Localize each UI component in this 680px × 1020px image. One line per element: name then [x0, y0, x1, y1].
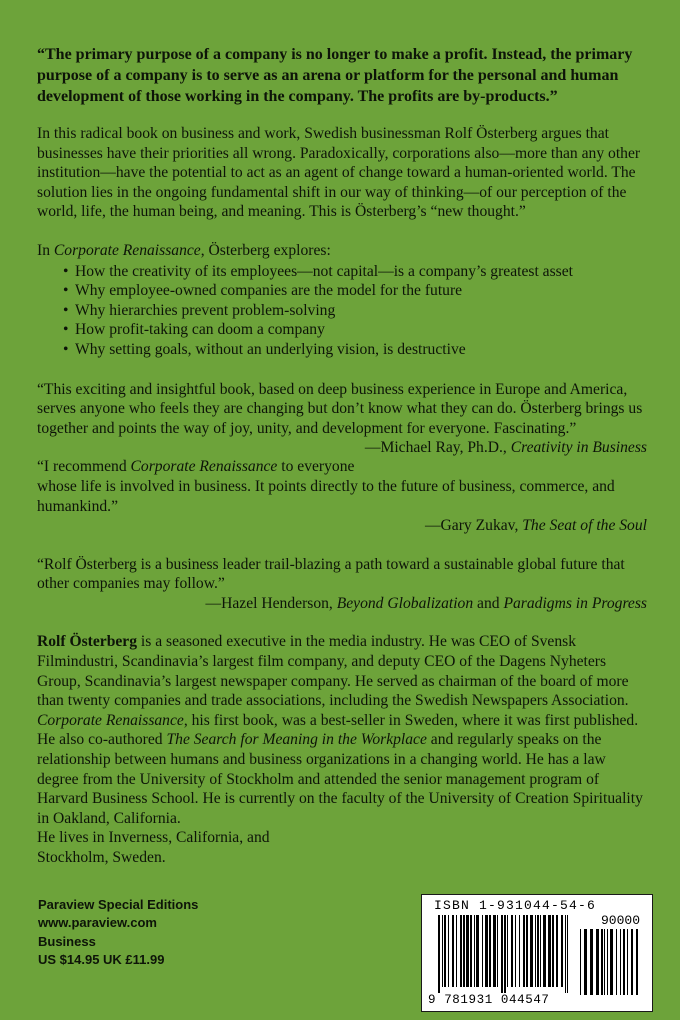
- book-title: The Search for Meaning in the Workplace: [166, 731, 427, 749]
- barcode-bar: [556, 915, 558, 987]
- list-item: • Why employee-owned companies are the model for the future: [63, 281, 647, 301]
- barcode-bar: [604, 929, 605, 995]
- ean-digits: 9 781931 044547: [428, 993, 550, 1007]
- publisher-name: Paraview Special Editions: [38, 897, 199, 912]
- list-item: • How profit-taking can doom a company: [63, 320, 647, 340]
- barcode-bar: [497, 915, 498, 987]
- barcode-bar: [580, 929, 581, 995]
- barcode-bar: [610, 929, 613, 995]
- list-item: • Why setting goals, without an underlying vision, is destructive: [63, 340, 647, 360]
- barcode-bar: [567, 915, 568, 993]
- barcode-bar: [476, 915, 479, 987]
- attr-work: Paradigms in Progress: [503, 594, 647, 612]
- explores-suffix: , Österberg explores:: [200, 241, 331, 259]
- barcode-bar: [519, 915, 520, 987]
- barcode-bar: [493, 915, 496, 987]
- residence-line: He lives in Inverness, California, and: [37, 829, 270, 847]
- publisher-website: www.paraview.com: [38, 915, 157, 931]
- bio-text: is a seasoned executive in the media industry. He was CEO of Svensk Filmindustri, Scandinavia’s largest film company, and deputy CEO of the Dagens Nyheters Group, Scandinavia’s largest newspaper company. He served as chairman of the board of more than twenty companies and trade associations, including the Swedish Newspapers Association.: [37, 633, 629, 710]
- barcode-bar: [463, 915, 465, 987]
- barcode-bar: [515, 915, 516, 987]
- attr-and: and: [473, 594, 504, 612]
- barcode-bar: [616, 929, 617, 995]
- barcode-bar: [485, 915, 488, 987]
- barcode-bar: [623, 929, 625, 995]
- lead-quote: “The primary purpose of a company is no longer to make a profit. Instead, the primary purpose of a company is to serve as an arena or platform for the personal and human development of those working in the company. The profits are by-products.”: [37, 46, 633, 105]
- barcode-bar: [620, 929, 621, 995]
- price-code: 90000: [600, 913, 640, 928]
- explores-intro: [37, 241, 647, 261]
- book-price: US $14.95 UK £11.99: [38, 952, 165, 968]
- barcode-bar: [438, 915, 440, 993]
- barcode-bar: [537, 915, 539, 987]
- barcode-bar: [543, 915, 546, 987]
- barcode-bar: [489, 915, 491, 987]
- barcode-bar: [535, 915, 536, 987]
- barcode-bar: [448, 915, 449, 987]
- barcode-bar: [456, 915, 457, 987]
- attr-name: —Michael Ray, Ph.D.,: [364, 439, 511, 457]
- barcode-bar: [442, 915, 443, 987]
- book-title: Corporate Renaissance: [130, 458, 278, 476]
- bio-text: and regularly speaks on the relationship between humans and business organizations in a changing world. He has a law degree from the University of Stockholm and attended the senior management program of Harvard Business School. He is currently on the faculty of the University of Creation Spirituality in Oakland, California.: [37, 731, 643, 827]
- attr-work: The Seat of the Soul: [522, 517, 647, 535]
- explores-list: [37, 262, 647, 360]
- barcode-bar: [470, 915, 472, 987]
- author-name: Rolf Österberg: [37, 633, 138, 651]
- barcode-bar: [460, 915, 462, 987]
- barcode-bar: [552, 915, 554, 987]
- isbn-number: ISBN 1-931044-54-6: [434, 898, 597, 913]
- barcode-bar: [452, 915, 454, 987]
- barcode-bar: [501, 915, 503, 993]
- barcode-bar: [511, 915, 513, 987]
- barcode-bar: [590, 929, 593, 995]
- list-item: • Why hierarchies prevent problem-solving: [63, 301, 647, 321]
- back-cover-text: [37, 44, 647, 868]
- barcode-bar: [631, 929, 633, 995]
- blurb-ray: [37, 380, 647, 457]
- barcode-bar: [504, 915, 506, 993]
- publisher-info: [38, 896, 198, 970]
- barcode-bar: [530, 915, 533, 987]
- barcode-bar: [596, 929, 599, 995]
- barcode-bar: [526, 915, 528, 987]
- barcode-bar: [607, 929, 608, 995]
- bio-text: , his first book, was a best-seller in Sweden, where it was first published. He also co-authored: [37, 711, 639, 749]
- book-title: Corporate Renaissance: [53, 241, 201, 259]
- barcode-bar: [507, 915, 508, 987]
- attr-name: —Hazel Henderson,: [205, 594, 337, 612]
- list-item: • How the creativity of its employees—not capital—is a company’s greatest asset: [63, 262, 647, 282]
- author-bio: [37, 632, 647, 828]
- book-title: Corporate Renaissance: [37, 711, 184, 729]
- explores-prefix: In: [37, 241, 54, 259]
- blurb-zukav-post: to everyone whose life is involved in business. It points directly to the future of business, commerce, and humankind.”: [37, 458, 615, 515]
- blurb-ray-text: “This exciting and insightful book, based on deep business experience in Europe and America, serves anyone who feels they are changing but don’t know what they can do. Österberg brings us together and points the way of joy, unity, and development for everyone. Fascinating.”: [37, 380, 643, 437]
- barcode-bar: [636, 929, 638, 995]
- blurb-zukav: [37, 457, 647, 516]
- barcode-bar: [444, 915, 446, 987]
- barcode-bar: [474, 915, 475, 987]
- book-category: Business: [38, 933, 96, 949]
- barcode-bar: [523, 915, 525, 987]
- barcode-bar: [561, 915, 563, 987]
- barcode-bar: [482, 915, 483, 987]
- author-residence: [37, 828, 647, 867]
- attr-work: Beyond Globalization: [336, 594, 474, 612]
- barcode-bar: [548, 915, 551, 987]
- blurb-zukav-pre: “I recommend: [37, 458, 131, 476]
- barcode-bar: [601, 929, 603, 995]
- barcode-bar: [627, 929, 628, 995]
- intro-paragraph: In this radical book on business and work, Swedish businessman Rolf Österberg argues that businesses have their priorities all wrong. Paradoxically, corporations also—more than any other institution—have the potential to act as an agent of change toward a human-oriented world. The solution lies in the ongoing fundamental shift in our way of thinking—of our perception of the world, life, the human being, and meaning. This is Österberg’s “new thought.”: [37, 125, 641, 221]
- blurb-henderson-attribution: [37, 594, 647, 614]
- blurb-ray-attribution: [365, 438, 647, 458]
- residence-line: Stockholm, Sweden.: [37, 849, 166, 866]
- barcode-bar: [466, 915, 469, 987]
- barcode-bar: [540, 915, 541, 987]
- attr-work: Creativity in Business: [510, 439, 647, 457]
- isbn-barcode: [421, 894, 653, 1012]
- barcode-bar: [584, 929, 587, 995]
- barcode-bar: [565, 915, 566, 993]
- blurb-zukav-attribution: [37, 516, 647, 536]
- attr-name: —Gary Zukav,: [424, 517, 523, 535]
- blurb-henderson: “Rolf Österberg is a business leader trail-blazing a path toward a sustainable global future that other companies may follow.”: [37, 555, 625, 593]
